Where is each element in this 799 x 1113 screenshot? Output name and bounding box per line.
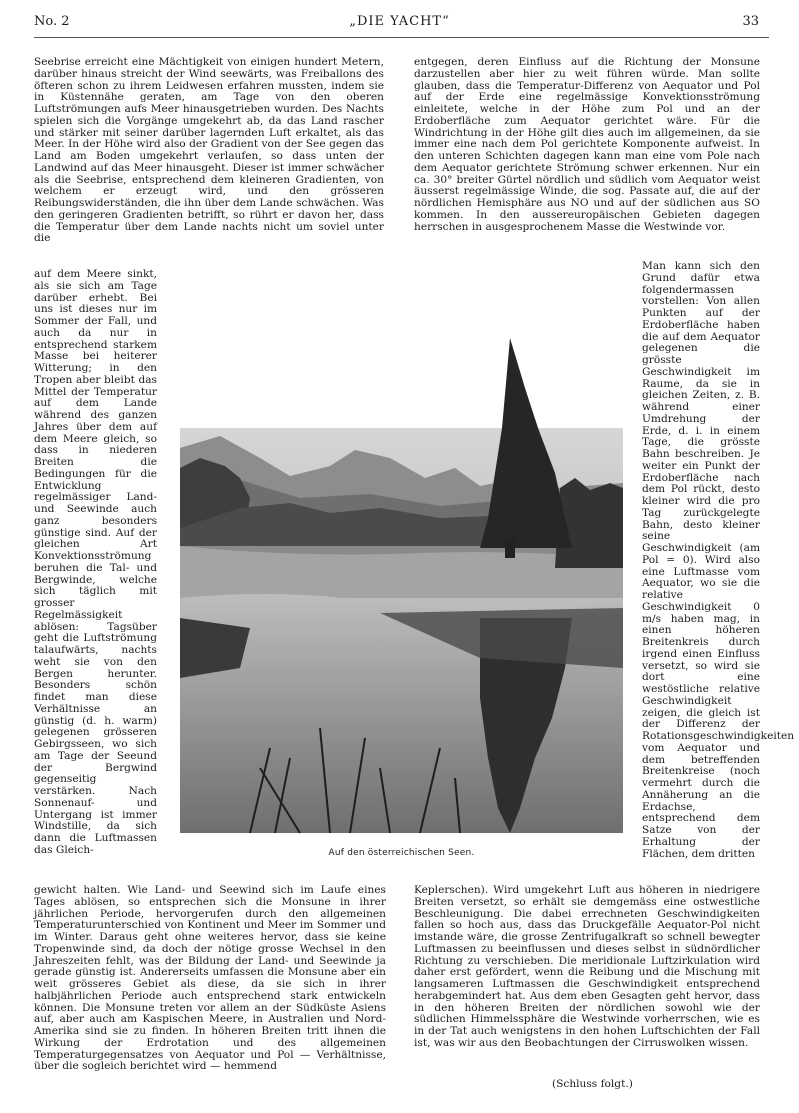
header-rule (34, 37, 769, 38)
lake-photograph (180, 428, 623, 833)
right-column-bottom (414, 885, 760, 1075)
paragraph-westerlies: Keplerschen). Wird umgekehrt Luft aus höheren in niedrigere Breiten versetzt, so erhält sie demgemäss eine ostwestliche Beschleunigung. Die dabei errechneten Geschwindigkeiten fallen so hoch aus, dass das Druckgefälle Aequator-Pol nicht imstande wäre, die grosse Zentrifugalkraft so schnell bewegter Luftmassen zu beeinflussen und dieses selbst in südnördlicher Richtung zu verschieben. Die meridionale Luftzirkulation wird daher erst gefördert, wenn die Reibung und die Mischung mit langsameren Luftmassen die Geschwindigkeit entsprechend herabgemindert hat. Aus dem eben Gesagten geht hervor, dass in den höheren Breiten der nördlichen sowohl wie der südlichen Himmelssphäre die Westwinde vorherrschen, wie es in der Tat auch wenigstens in den hohen Luftschichten der Fall ist, was wir aus den Beobachtungen der Cirruswolken wissen. (414, 884, 760, 1049)
paragraph-temperature-difference: entgegen, deren Einfluss auf die Richtung der Monsune darzustellen aber hier zu weit führen würde. Man sollte glauben, dass die Temperatur-Differenz von Aequator und Pol auf der Erde eine regelmässige Konvektionsströmung einleitete, welche in der Höhe zum Pol und an der Erdoberfläche zum Aequator gerichtet wäre. Für die Windrichtung in der Höhe gilt dies auch im allgemeinen, da sie immer eine nach dem Pol gerichtete Komponente aufweist. In den unteren Schichten dagegen kann man eine vom Pole nach dem Aequator gerichtete Strömung schwer erkennen. Nur ein ca. 30° breiter Gürtel nördlich und südlich vom Aequator weist äusserst regelmässige Winde, die sog. Passate auf, die auf der nördlichen Hemisphäre aus NO und auf der südlichen aus SO kommen. In den aussereuropäischen Gebieten dagegen herrschen in ausgesprochenem Masse die Westwinde vor. (414, 56, 760, 233)
paragraph-valley-winds: auf dem Meere sinkt, als sie sich am Tage darüber erhebt. Bei uns ist dieses nur im Sommer der Fall, und auch da nur in entsprechend starkem Masse bei heiterer Witterung; in den Tropen aber bleibt das Mittel der Temperatur auf dem Lande während des ganzen Jahres über dem auf dem Meere gleich, so dass in niederen Breiten die Bedingungen für die Entwicklung regelmässiger Land- und Seewinde auch ganz besonders günstige sind. Auf der gleichen Art Konvektionsströmung beruhen die Tal- und Bergwinde, welche sich täglich mit grosser Regelmässigkeit ablösen: Tagsüber geht die Luftströmung talaufwärts, nachts weht sie von den Bergen herunter. Besonders schön findet man diese Verhältnisse an günstig (d. h. warm) gelegenen grösseren Gebirgsseen, wo sich am Tage der Seeund der Bergwind gegenseitig verstärken. Nach Sonnenauf- und Untergang ist immer Windstille, da sich dann die Luftmassen das Gleich- (34, 268, 157, 856)
to-be-continued: (Schluss folgt.) (552, 1078, 633, 1090)
photo-caption: Auf den österreichischen Seen. (328, 848, 475, 858)
paragraph-monsoon: gewicht halten. Wie Land- und Seewind sich im Laufe eines Tages ablösen, so entsprechen sich die Monsune in ihrer jährlichen Periode, hervorgerufen durch den allgemeinen Temperaturunterschied von Kontinent und Meer im Sommer und im Winter. Daraus geht ohne weiteres hervor, dass sie keine Tropenwinde sind, da doch der nötige grosse Wechsel in den Jahreszeiten fehlt, was der Bildung der Land- und Seewinde ja gerade günstig ist. Andererseits umfassen die Monsune aber ein weit grösseres Gebiet als diese, da sie sich in ihrer halbjährlichen Periode auch entsprechend stark entwickeln können. Die Monsune treten vor allem an der Südküste Asiens auf, aber auch am Kaspischen Meere, in Australien und Nord-Amerika sind sie zu finden. In höheren Breiten tritt ihnen die Wirkung der Erdrotation und des allgemeinen Temperaturgegensatzes von Aequator und Pol — Verhältnisse, über die sogleich berichtet wird — hemmend (34, 884, 386, 1073)
journal-title: „DIE YACHT“ (349, 14, 450, 29)
paragraph-rotation-speed: Man kann sich den Grund dafür etwa folgendermassen vorstellen: Von allen Punkten auf der Erdoberfläche haben die auf dem Aequator gelegenen die grösste Geschwindigkeit im Raume, da sie in gleichen Zeiten, z. B. während einer Umdrehung der Erde, d. i. in einem Tage, die grösste Bahn beschreiben. Je weiter ein Punkt der Erdoberfläche nach dem Pol rückt, desto kleiner wird die pro Tag zurückgelegte Bahn, desto kleiner seine Geschwindigkeit (am Pol = 0). Wird also eine Luftmasse vom Aequator, wo sie die relative Geschwindigkeit 0 m/s haben mag, in einen höheren Breitenkreis durch irgend einen Einfluss versetzt, so wird sie dort eine westöstliche relative Geschwindigkeit zeigen, die gleich ist der Differenz der Rotationsgeschwindigkeiten vom Aequator und dem betreffenden Breitenkreise (noch vermehrt durch die Annäherung an die Erdachse, entsprechend dem Satze von der Erhaltung der Flächen, dem dritten (642, 260, 795, 860)
paragraph-land-sea-breeze: Seebrise erreicht eine Mächtigkeit von einigen hundert Metern, darüber hinaus streicht der Wind seewärts, was Freiballons des öfteren schon zu ihrem Leidwesen erfahren mussten, indem sie in Küstennähe geraten, am Tage von den oberen Luftströmungen aufs Meer hinausgetrieben wurden. Des Nachts spielen sich die Vorgänge umgekehrt ab, da das Land rascher und stärker mit seiner darüber lagernden Luft erkaltet, als das Meer. In der Höhe wird also der Gradient von der See gegen das Land am Boden umgekehrt verlaufen, so dass unten der Landwind auf das Meer hinausgeht. Dieser ist immer schwächer als die Seebrise, entsprechend dem kleineren Gradienten, von welchem er erzeugt wird, und den grösseren Reibungswiderständen, die ihn über dem Lande schwächen. Was den geringeren Gradienten betrifft, so rührt er davon her, dass die Temperatur über dem Lande nachts nicht um soviel unter die (34, 56, 384, 245)
left-column-bottom (34, 885, 386, 1100)
left-column-narrow (34, 269, 157, 890)
left-column-top (34, 57, 384, 269)
right-column-top (414, 57, 760, 261)
page-number: 33 (742, 14, 759, 29)
lake-scene-image (180, 428, 623, 833)
issue-number: No. 2 (34, 14, 70, 29)
right-column-narrow (642, 260, 795, 886)
